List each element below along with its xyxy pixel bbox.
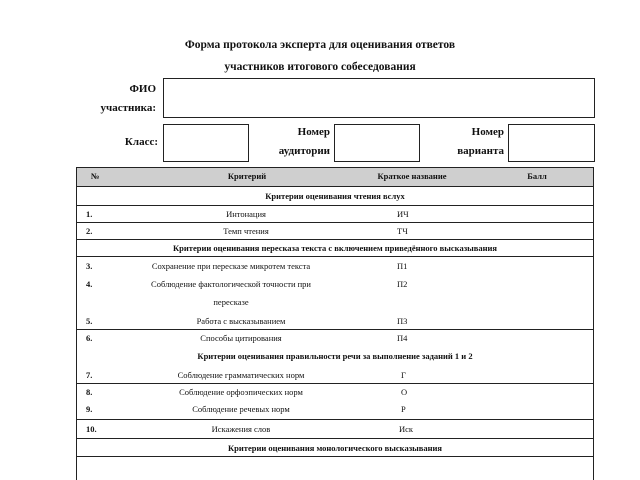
form-title-line-1: Форма протокола эксперта для оценивания ответов bbox=[184, 39, 456, 51]
header-score: Балл bbox=[527, 171, 547, 181]
room-field[interactable] bbox=[334, 124, 420, 162]
row-criterion: Темп чтения bbox=[223, 226, 269, 236]
row-criterion: Способы цитирования bbox=[200, 333, 282, 343]
row-criterion-cont: пересказе bbox=[213, 297, 249, 307]
class-label: Класс: bbox=[124, 136, 158, 148]
variant-label: Номер bbox=[471, 126, 504, 138]
row-short-name: П2 bbox=[397, 279, 408, 289]
row-number: 4. bbox=[86, 279, 93, 289]
room-label-cont: аудитории bbox=[278, 145, 330, 157]
row-short-name: Р bbox=[401, 404, 406, 414]
row-short-name: Иск bbox=[399, 424, 414, 434]
section-title: Критерии оценивания чтения вслух bbox=[265, 191, 405, 201]
header-criterion: Критерий bbox=[227, 171, 267, 181]
row-number: 9. bbox=[86, 404, 93, 414]
row-number: 3. bbox=[86, 261, 93, 271]
fio-label-cont: участника: bbox=[100, 102, 156, 114]
row-criterion: Искажения слов bbox=[211, 424, 271, 434]
row-criterion: Соблюдение грамматических норм bbox=[177, 370, 305, 380]
row-short-name: П4 bbox=[397, 333, 408, 343]
row-number: 2. bbox=[86, 226, 93, 236]
row-short-name: П1 bbox=[397, 261, 408, 271]
row-criterion: Соблюдение речевых норм bbox=[192, 404, 290, 414]
row-short-name: ТЧ bbox=[397, 226, 408, 236]
section-title: Критерии оценивания пересказа текста с включением приведённого высказывания bbox=[173, 243, 497, 253]
header-num: № bbox=[90, 171, 100, 181]
row-number: 6. bbox=[86, 333, 93, 343]
row-short-name: П3 bbox=[397, 316, 408, 326]
row-number: 5. bbox=[86, 316, 93, 326]
form-title-line-2: участников итогового собеседования bbox=[224, 61, 416, 73]
header-short-name: Краткое название bbox=[377, 171, 447, 181]
variant-field[interactable] bbox=[508, 124, 595, 162]
section-title: Критерии оценивания правильности речи за выполнение заданий 1 и 2 bbox=[197, 351, 473, 361]
class-field[interactable] bbox=[163, 124, 249, 162]
row-criterion: Работа с высказыванием bbox=[196, 316, 286, 326]
row-number: 10. bbox=[86, 424, 97, 434]
row-short-name: ИЧ bbox=[397, 209, 409, 219]
row-number: 7. bbox=[86, 370, 93, 380]
section-title: Критерии оценивания монологического высказывания bbox=[227, 443, 442, 453]
row-short-name: Г bbox=[401, 370, 406, 380]
row-short-name: О bbox=[401, 387, 408, 397]
table-header-row bbox=[77, 168, 593, 186]
row-criterion: Соблюдение орфоэпических норм bbox=[179, 387, 303, 397]
row-criterion: Сохранение при пересказе микротем текста bbox=[151, 261, 311, 271]
row-number: 1. bbox=[86, 209, 93, 219]
room-label: Номер bbox=[297, 126, 330, 138]
row-criterion: Соблюдение фактологической точности при bbox=[151, 279, 311, 289]
fio-field[interactable] bbox=[163, 78, 595, 118]
criteria-table bbox=[76, 167, 594, 480]
row-number: 8. bbox=[86, 387, 93, 397]
variant-label-cont: варианта bbox=[457, 145, 504, 157]
fio-label: ФИО bbox=[129, 83, 156, 95]
row-criterion: Интонация bbox=[226, 209, 266, 219]
